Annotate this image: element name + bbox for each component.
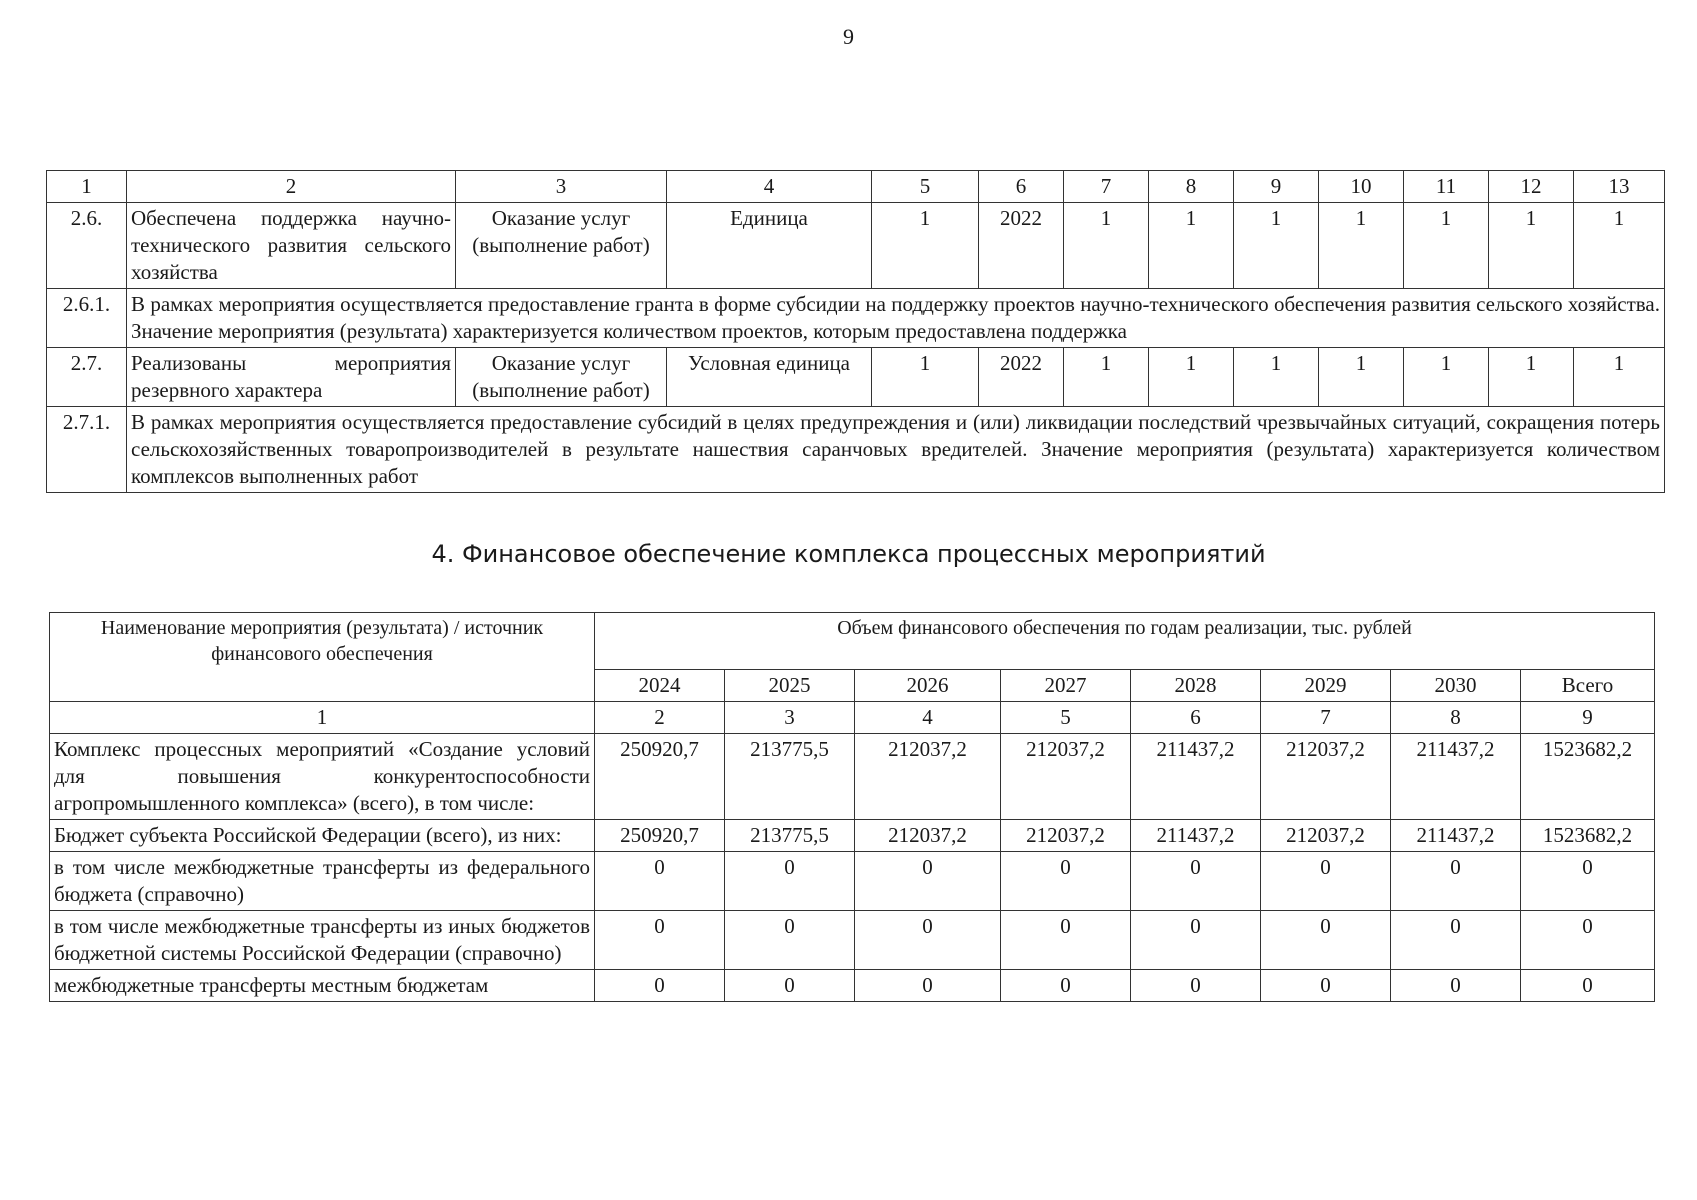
value-cell: 1 xyxy=(1149,348,1234,407)
measure-type: Оказание услуг (выполнение работ) xyxy=(456,203,667,289)
source-name: в том числе межбюджетные трансферты из федерального бюджета (справочно) xyxy=(50,852,595,911)
value-cell: 1523682,2 xyxy=(1521,734,1655,820)
value-cell: 0 xyxy=(1261,852,1391,911)
value-cell: 1 xyxy=(1149,203,1234,289)
value-cell: 1 xyxy=(1234,348,1319,407)
value-cell: 1 xyxy=(1234,203,1319,289)
value-cell: 0 xyxy=(595,911,725,970)
year-header: 2028 xyxy=(1131,670,1261,702)
value-cell: 0 xyxy=(595,852,725,911)
row-number: 2.6.1. xyxy=(47,289,127,348)
col-num: 5 xyxy=(872,171,979,203)
measure-unit: Единица xyxy=(667,203,872,289)
value-cell: 0 xyxy=(1001,911,1131,970)
col-num: 5 xyxy=(1001,702,1131,734)
value-cell: 1 xyxy=(1489,203,1574,289)
col-num: 6 xyxy=(1131,702,1261,734)
column-number-row xyxy=(47,171,1665,203)
table-row xyxy=(50,911,1655,970)
header-volume: Объем финансового обеспечения по годам реализации, тыс. рублей xyxy=(595,613,1655,670)
table-row xyxy=(50,820,1655,852)
value-cell: 2022 xyxy=(979,203,1064,289)
header-name: Наименование мероприятия (результата) / источник финансового обеспечения xyxy=(50,613,595,702)
value-cell: 1 xyxy=(1064,348,1149,407)
value-cell: 212037,2 xyxy=(1261,820,1391,852)
measure-name: Реализованы мероприятия резервного характера xyxy=(127,348,456,407)
table-row xyxy=(50,734,1655,820)
value-cell: 211437,2 xyxy=(1131,820,1261,852)
value-cell: 250920,7 xyxy=(595,820,725,852)
value-cell: 0 xyxy=(595,970,725,1002)
value-cell: 211437,2 xyxy=(1391,734,1521,820)
col-num: 4 xyxy=(667,171,872,203)
value-cell: 0 xyxy=(1261,911,1391,970)
year-header: 2026 xyxy=(855,670,1001,702)
value-cell: 212037,2 xyxy=(1261,734,1391,820)
value-cell: 250920,7 xyxy=(595,734,725,820)
column-number-row xyxy=(50,702,1655,734)
value-cell: 213775,5 xyxy=(725,734,855,820)
header-row xyxy=(50,613,1655,670)
value-cell: 212037,2 xyxy=(855,820,1001,852)
col-num: 7 xyxy=(1261,702,1391,734)
year-header: 2029 xyxy=(1261,670,1391,702)
source-name: межбюджетные трансферты местным бюджетам xyxy=(50,970,595,1002)
measure-unit: Условная единица xyxy=(667,348,872,407)
col-num: 12 xyxy=(1489,171,1574,203)
measure-type: Оказание услуг (выполнение работ) xyxy=(456,348,667,407)
value-cell: 212037,2 xyxy=(855,734,1001,820)
indicators-table xyxy=(46,170,1665,493)
value-cell: 0 xyxy=(855,911,1001,970)
value-cell: 1523682,2 xyxy=(1521,820,1655,852)
col-num: 2 xyxy=(127,171,456,203)
col-num: 9 xyxy=(1234,171,1319,203)
value-cell: 0 xyxy=(1261,970,1391,1002)
table-row xyxy=(50,852,1655,911)
col-num: 3 xyxy=(456,171,667,203)
value-cell: 0 xyxy=(1131,970,1261,1002)
value-cell: 0 xyxy=(725,970,855,1002)
source-name: Бюджет субъекта Российской Федерации (всего), из них: xyxy=(50,820,595,852)
table-row xyxy=(47,348,1665,407)
section-title: 4. Финансовое обеспечение комплекса процессных мероприятий xyxy=(431,540,1266,568)
value-cell: 0 xyxy=(1521,970,1655,1002)
row-number: 2.6. xyxy=(47,203,127,289)
col-num: 6 xyxy=(979,171,1064,203)
value-cell: 0 xyxy=(1001,852,1131,911)
col-num: 11 xyxy=(1404,171,1489,203)
col-num: 8 xyxy=(1149,171,1234,203)
row-number: 2.7.1. xyxy=(47,407,127,493)
year-header: Всего xyxy=(1521,670,1655,702)
col-num: 9 xyxy=(1521,702,1655,734)
col-num: 3 xyxy=(725,702,855,734)
value-cell: 212037,2 xyxy=(1001,820,1131,852)
col-num: 13 xyxy=(1574,171,1665,203)
table-row xyxy=(47,289,1665,348)
col-num: 2 xyxy=(595,702,725,734)
col-num: 4 xyxy=(855,702,1001,734)
value-cell: 1 xyxy=(1319,348,1404,407)
value-cell: 0 xyxy=(1131,911,1261,970)
measure-description: В рамках мероприятия осуществляется предоставление субсидий в целях предупреждения и (или) ликвидации последствий чрезвычайных ситуаций, сокращения потерь сельскохозяйственных товаропроизводителей в результате нашествия саранчовых вредителей. Значение мероприятия (результата) характеризуется количеством комплексов выполненных работ xyxy=(127,407,1665,493)
value-cell: 1 xyxy=(872,348,979,407)
col-num: 1 xyxy=(50,702,595,734)
row-number: 2.7. xyxy=(47,348,127,407)
value-cell: 0 xyxy=(1521,852,1655,911)
value-cell: 0 xyxy=(1521,911,1655,970)
financing-table xyxy=(49,612,1655,1002)
measure-name: Обеспечена поддержка научно-технического развития сельского хозяйства xyxy=(127,203,456,289)
value-cell: 0 xyxy=(1391,970,1521,1002)
value-cell: 1 xyxy=(1489,348,1574,407)
value-cell: 1 xyxy=(1319,203,1404,289)
value-cell: 213775,5 xyxy=(725,820,855,852)
source-name: Комплекс процессных мероприятий «Создание условий для повышения конкурентоспособности агропромышленного комплекса» (всего), в том числе: xyxy=(50,734,595,820)
year-header: 2024 xyxy=(595,670,725,702)
value-cell: 0 xyxy=(855,970,1001,1002)
year-header: 2030 xyxy=(1391,670,1521,702)
table-row xyxy=(47,203,1665,289)
value-cell: 2022 xyxy=(979,348,1064,407)
value-cell: 1 xyxy=(1574,348,1665,407)
value-cell: 1 xyxy=(1404,203,1489,289)
page-number: 9 xyxy=(843,24,854,49)
value-cell: 0 xyxy=(1391,911,1521,970)
col-num: 8 xyxy=(1391,702,1521,734)
value-cell: 1 xyxy=(872,203,979,289)
measure-description: В рамках мероприятия осуществляется предоставление гранта в форме субсидии на поддержку проектов научно-технического обеспечения развития сельского хозяйства. Значение мероприятия (результата) характеризуется количеством проектов, которым предоставлена поддержка xyxy=(127,289,1665,348)
value-cell: 0 xyxy=(855,852,1001,911)
value-cell: 211437,2 xyxy=(1391,820,1521,852)
value-cell: 0 xyxy=(725,852,855,911)
value-cell: 0 xyxy=(1131,852,1261,911)
year-header: 2025 xyxy=(725,670,855,702)
col-num: 10 xyxy=(1319,171,1404,203)
value-cell: 1 xyxy=(1064,203,1149,289)
table-row xyxy=(50,970,1655,1002)
col-num: 7 xyxy=(1064,171,1149,203)
value-cell: 1 xyxy=(1404,348,1489,407)
value-cell: 0 xyxy=(725,911,855,970)
value-cell: 0 xyxy=(1001,970,1131,1002)
value-cell: 0 xyxy=(1391,852,1521,911)
table-row xyxy=(47,407,1665,493)
value-cell: 1 xyxy=(1574,203,1665,289)
col-num: 1 xyxy=(47,171,127,203)
year-header: 2027 xyxy=(1001,670,1131,702)
value-cell: 212037,2 xyxy=(1001,734,1131,820)
source-name: в том числе межбюджетные трансферты из иных бюджетов бюджетной системы Российской Федерации (справочно) xyxy=(50,911,595,970)
value-cell: 211437,2 xyxy=(1131,734,1261,820)
